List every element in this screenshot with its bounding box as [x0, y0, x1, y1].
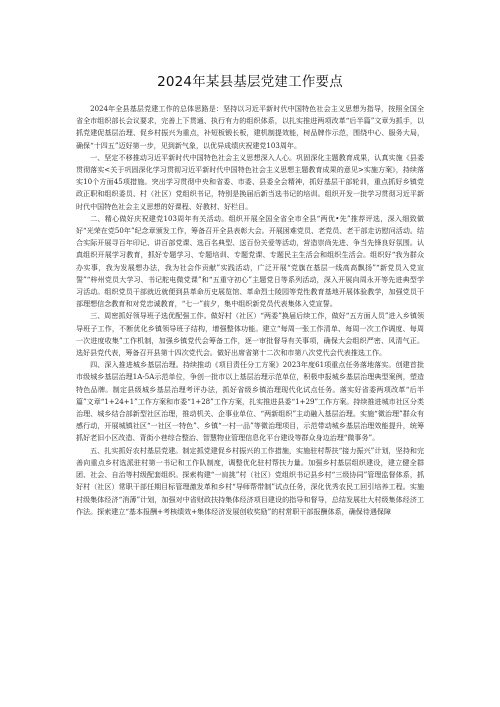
paragraph-section-4: 四、深入推进城乡基层治理。持续推动《项目责任分工方案》2023年度61项重点任务落地落实。创建首批市级城乡基层治理1A-5A示范单位，争创一批市以上基层治理示范单位，积极申报城乡基层治理典型案例，塑造特色品牌。制定县级城乡基层治理考评办法，抓好省级乡镇治理现代化试点任务。落实好省委两项改革“后半篇”文章“1+24+1”工作方案和市委“1+28”工作方案，扎实推进县委“1+29”工作方案。持续推进城市社区分类治理、城乡结合部新型社区治理，推动机关、企事业单位、“两新组织”主动融入基层治理。实施“微治理”群众有感行动，开展城镇社区“一社区一特色”、乡镇“一村一品”等微治理项目，示范带动城乡基层治理效能提升，统筹抓好老旧小区改造、背街小巷综合整治、智慧物业管理信息化平台建设等群众身边治理“微事务”。: [76, 360, 424, 443]
paragraph-section-5: 五、扎实抓好农村基层党建。制定抓党建促乡村振兴的工作措施，实施驻村帮扶“接力振兴”计划，坚持和完善向重点乡村选派驻村第一书记和工作队制度，调整优化驻村帮扶力量。加强乡村基层组织建设，建立健全群团、社会、自治等村级配套组织。探索构建“一肩挑”村（社区）党组织书记县乡村“三级协同”管理监督体系，抓好村（社区）常职干部任期目标管理激发革和乡村“导师帮带制”试点任务，深化优秀农民工回引培养工程。实施村级集体经济“消薄”计划，加强对中省财政扶持集体经济项目建设的指导和督导，总结发展壮大村级集体经济工作法。探索建立“基本报酬+考核绩效+集体经济发展创收奖励”的村常职干部报酬体系，确保待遇保障: [76, 445, 424, 516]
paragraph-intro: 2024年全县基层党建工作的总体思路是：坚持以习近平新时代中国特色社会主义思想为指导，按照全国全省全市组织部长会议要求，完善上下贯通、执行有力的组织体系，以扎实推进两项改革“后半篇”文章为抓手，以抓党建促基层治理、促乡村振兴为重点，补短板锻长板，建机制提效能，树品牌作示范，围绕中心、服务大局，确保“十四五”迈好第一步，见到新气象，以优异成绩庆祝建党103周年。: [76, 104, 424, 150]
paragraph-section-3: 三、周密抓好领导班子选优配强工作。做好村（社区）“两委”换届后续工作，做好“五方面人员”进入乡镇领导班子工作，不断优化乡镇领导班子结构，增强整体功能。建立“每周一张工作清单、每周一次工作调度、每周一次进度收集”工作机制，加强乡镇党代会筹备工作，逐一审批督导有关事项，确保大会组织严密、风清气正。选好县党代表，筹备召开县第十四次党代会。做好出席省第十二次和市第八次党代会代表推选工作。: [76, 311, 424, 358]
document-title: 2024年某县基层党建工作要点: [157, 74, 343, 90]
paragraph-section-2: 二、精心做好庆祝建党103周年有关活动。组织开展全国全省全市全县“两优•先”推荐评选，深入细致做好“光荣在党50年”纪念章颁发工作，筹备召开全县表彰大会。开展困难党员、老党员、老干部走访慰问活动。结合实际开展寻百年印记、讲百部党课、选百名典型、送百份关爱等活动，营造崇尚先进、争当先锋良好氛围。认真组织开展学习教育，抓好专题学习、专题培训、专题党课、专题民主生活会和组织生活会。组织好“我为群众办实事，我为发展想办法，我为社会作贡献”实践活动，广泛开展“党旗在基层一线高高飘扬”“新党员入党宣誓”“梓州党员大学习、书记舵电微党课”和“五重守初心”主题党日等系列活动，深入开展向周永开等先进典型学习活动。组织党员干部就近就便到县革命历史展览馆、革命烈士陵园等党性教育基地开展体验教学，加强党员干部理想信念教育和对党忠诚教育，“七一”前夕，集中组织新党员代表集体入党宣誓。: [76, 213, 424, 309]
paragraph-section-1: 一、坚定不移推动习近平新时代中国特色社会主义思想深入人心。巩固深化主题教育成果，认真实施《县委贯彻落实<关于巩固深化学习贯彻习近平新时代中国特色社会主义思想主题教育成果的意见>实施方案》，持续落实10个方面45项措施。突出学习贯彻中央和省委、市委、县委全会精神，抓好基层干部轮训，重点抓好乡镇党政正职和组织委员、村（社区）党组织书记，特别是换届后新当选书记的培训。组织开发一批学习贯彻习近平新时代中国特色社会主义思想的好课程、好教材、好栏目。: [76, 152, 424, 211]
document-body: [76, 103, 424, 518]
